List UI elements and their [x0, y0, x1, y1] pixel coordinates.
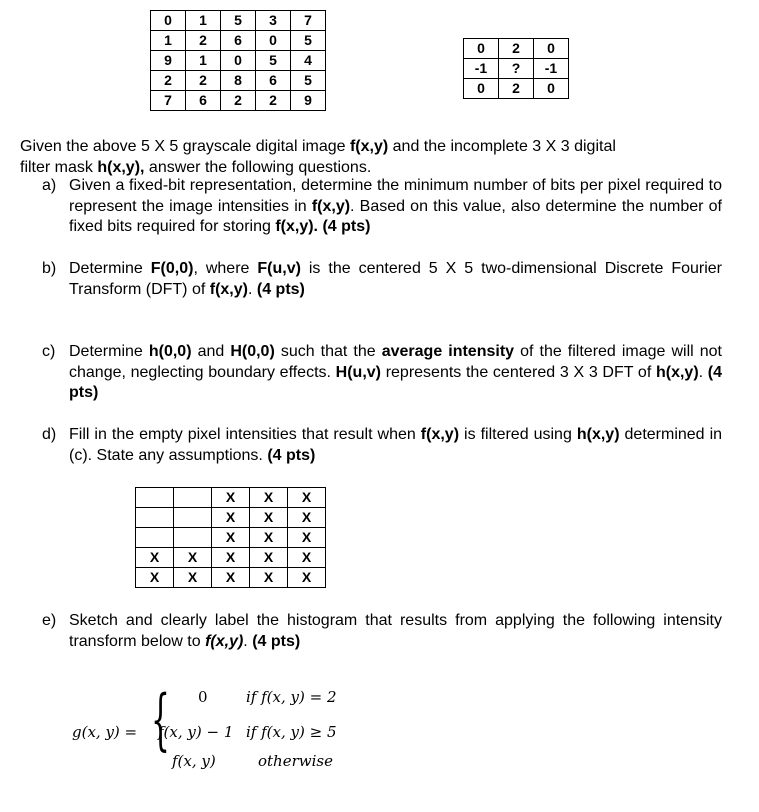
table-cell: X — [212, 548, 250, 568]
table-row — [464, 59, 569, 79]
table-cell: 9 — [151, 51, 186, 71]
table-cell: X — [212, 508, 250, 528]
output-table — [135, 487, 326, 588]
table-cell: X — [212, 568, 250, 588]
table-cell: 7 — [291, 11, 326, 31]
intro-bold: h(x,y), — [97, 159, 145, 176]
question-label: e) — [42, 612, 57, 629]
table-cell: ? — [499, 59, 534, 79]
intro-text: filter mask — [20, 159, 98, 176]
table-cell: 0 — [256, 31, 291, 51]
question-label: c) — [42, 343, 56, 360]
table-row — [151, 51, 326, 71]
table-cell — [136, 488, 174, 508]
table-cell: 2 — [186, 31, 221, 51]
table-cell: X — [174, 548, 212, 568]
question-text: Determine h(0,0) and H(0,0) such that the average intensity of the filtered image will not change, neglecting boundary effects. H(u,v) represents the centered 3 X 3 DFT of h(x,y). (4 pts) — [69, 343, 723, 401]
intro-line-1 — [20, 136, 740, 157]
case-3-condition: otherwise — [258, 752, 333, 770]
table-row — [151, 31, 326, 51]
table-cell: 2 — [151, 71, 186, 91]
case-1-condition: if f(x, y) = 2 — [246, 688, 337, 706]
question-label: a) — [42, 177, 57, 194]
table-cell: 0 — [464, 79, 499, 99]
table-cell: 8 — [221, 71, 256, 91]
table-cell: 7 — [151, 91, 186, 111]
table-cell: 9 — [291, 91, 326, 111]
left-brace: { — [151, 681, 170, 758]
table-cell: 2 — [256, 91, 291, 111]
table-cell — [136, 508, 174, 528]
table-row — [464, 79, 569, 99]
table-cell: 0 — [221, 51, 256, 71]
table-cell: 3 — [256, 11, 291, 31]
intro-bold: f(x,y) — [349, 138, 389, 155]
question-c — [42, 342, 722, 404]
table-cell: X — [136, 568, 174, 588]
table-cell: 1 — [186, 11, 221, 31]
table-cell: X — [212, 528, 250, 548]
question-text: Given a fixed-bit representation, determine the minimum number of bits per pixel required to represent the image intensities in f(x,y). Based on this value, also determine the number of fixed bits required for storing f(x,y). (4 pts) — [69, 177, 723, 235]
table-row — [136, 488, 326, 508]
table-row — [151, 91, 326, 111]
table-cell: X — [288, 508, 326, 528]
case-2-value: f(x, y) − 1 — [158, 723, 234, 741]
table-cell: X — [212, 488, 250, 508]
case-1-value: 0 — [198, 688, 208, 706]
table-row — [136, 568, 326, 588]
table-cell: X — [288, 568, 326, 588]
table-cell: 6 — [221, 31, 256, 51]
table-cell: X — [136, 548, 174, 568]
table-cell — [174, 488, 212, 508]
question-text: Fill in the empty pixel intensities that result when f(x,y) is filtered using h(x,y) determined in (c). State any assumptions. (4 pts) — [69, 426, 723, 464]
table-cell: X — [288, 488, 326, 508]
table-cell: 2 — [186, 71, 221, 91]
table-cell: 5 — [221, 11, 256, 31]
table-cell — [136, 528, 174, 548]
question-text: Determine F(0,0), where F(u,v) is the centered 5 X 5 two-dimensional Discrete Fourier Transform (DFT) of f(x,y). (4 pts) — [69, 260, 722, 298]
table-row — [151, 11, 326, 31]
table-row — [464, 39, 569, 59]
table-cell: 5 — [256, 51, 291, 71]
table-cell: X — [288, 548, 326, 568]
table-cell — [174, 508, 212, 528]
question-d — [42, 425, 722, 466]
table-cell: X — [250, 528, 288, 548]
mask-table — [463, 38, 569, 99]
intro-paragraph — [20, 136, 740, 178]
table-cell: 6 — [256, 71, 291, 91]
table-cell: 4 — [291, 51, 326, 71]
table-cell: 5 — [291, 71, 326, 91]
table-cell: X — [250, 508, 288, 528]
table-cell — [174, 528, 212, 548]
table-row — [136, 528, 326, 548]
table-cell: X — [174, 568, 212, 588]
table-cell: X — [288, 528, 326, 548]
intro-text: and the incomplete 3 X 3 digital — [388, 138, 616, 155]
table-cell: 1 — [186, 51, 221, 71]
table-cell: 2 — [499, 39, 534, 59]
table-cell: -1 — [534, 59, 569, 79]
table-cell: 2 — [499, 79, 534, 99]
table-cell: 0 — [464, 39, 499, 59]
image-table — [150, 10, 326, 111]
table-row — [136, 508, 326, 528]
table-cell: 0 — [534, 39, 569, 59]
table-cell: 1 — [151, 31, 186, 51]
question-label: d) — [42, 426, 57, 443]
table-cell: 5 — [291, 31, 326, 51]
table-cell: X — [250, 488, 288, 508]
table-row — [151, 71, 326, 91]
intro-text: Given the above 5 X 5 grayscale digital image — [20, 138, 350, 155]
table-cell: -1 — [464, 59, 499, 79]
question-e — [42, 611, 722, 652]
table-cell: X — [250, 568, 288, 588]
table-cell: 0 — [151, 11, 186, 31]
equation-lhs: g(x, y) = — [72, 723, 138, 741]
question-label: b) — [42, 260, 57, 277]
question-a — [42, 176, 722, 238]
question-b — [42, 259, 722, 300]
table-row — [136, 548, 326, 568]
question-text: Sketch and clearly label the histogram that results from applying the following intensity transform below to f(x,y). (4 pts) — [69, 612, 722, 650]
case-2-condition: if f(x, y) ≥ 5 — [246, 723, 337, 741]
table-cell: X — [250, 548, 288, 568]
table-cell: 6 — [186, 91, 221, 111]
intro-line-2 — [20, 157, 740, 178]
table-cell: 0 — [534, 79, 569, 99]
case-3-value: f(x, y) — [172, 752, 216, 770]
table-cell: 2 — [221, 91, 256, 111]
intro-text: answer the following questions. — [144, 159, 372, 176]
